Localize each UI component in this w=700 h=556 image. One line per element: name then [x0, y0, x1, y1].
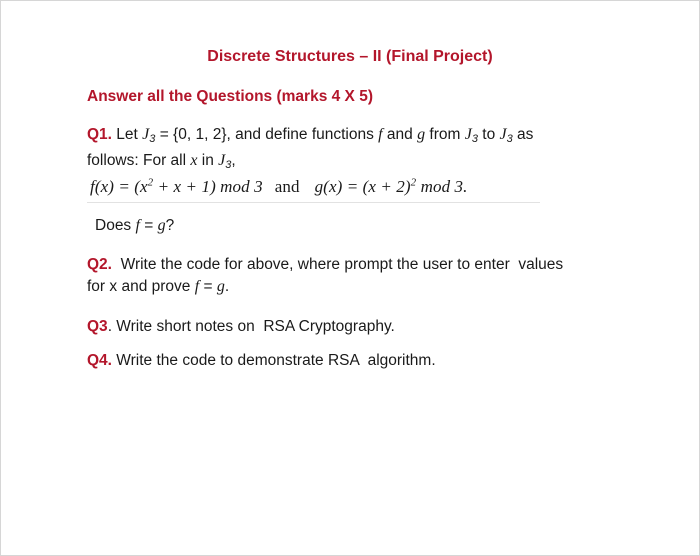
formula-f: $f(x) = (x^2 + x + 1)$ mod 3 [90, 176, 263, 196]
question-3: Q3. Write short notes on RSA Cryptography. [87, 318, 395, 335]
question-1-line-2: follows: For all x in $J_3$, [87, 152, 236, 171]
document-title: Discrete Structures – II (Final Project) [207, 48, 493, 65]
question-3-label: Q3 [87, 318, 108, 335]
question-1 [87, 124, 533, 176]
question-1-formula [87, 176, 540, 203]
question-1-label: Q1. [87, 126, 112, 143]
question-4-label: Q4. [87, 352, 112, 369]
question-2-line-2: for x and prove f = g. [87, 278, 230, 295]
question-1-line-1: Q1. Let $J_3 = \{0$, 1, 2}, and define functions f and g from $J_3$ to $J_3$ as [87, 126, 534, 145]
formula-g: $g(x) = (x + 2)^2$ mod 3. [314, 176, 468, 196]
question-2-label: Q2. [87, 256, 112, 273]
instructions-heading: Answer all the Questions (marks 4 X 5) [87, 88, 373, 105]
question-2 [87, 254, 563, 298]
question-2-line-1: Q2. Write the code for above, where prompt the user to enter values [87, 256, 564, 273]
formula-and: and [274, 176, 300, 196]
question-1-ask: Does f = g? [95, 217, 175, 234]
question-4: Q4. Write the code to demonstrate RSA algorithm. [87, 352, 436, 369]
